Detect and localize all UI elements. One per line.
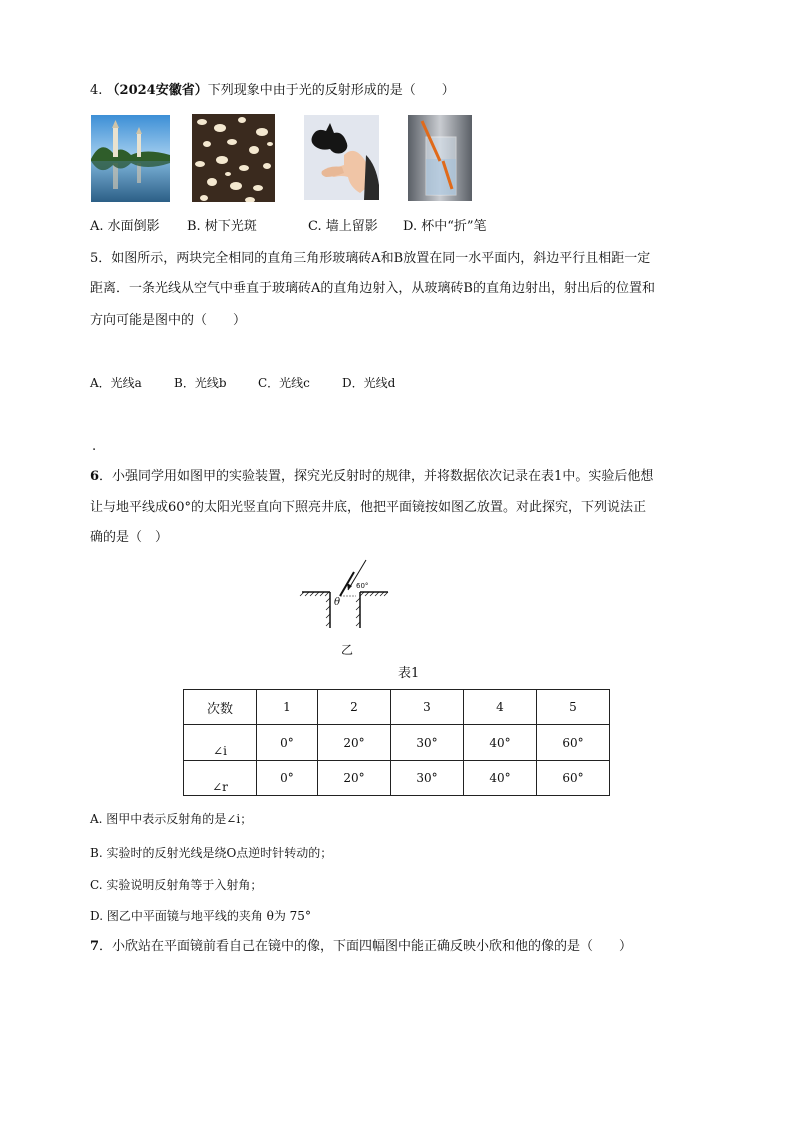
figure-angle-label: 60° <box>356 582 369 590</box>
q6-line-2: 让与地平线成60°的太阳光竖直向下照亮井底，他把平面镜按如图乙放置。对此探究，下列说法正 <box>90 500 647 515</box>
q6-line-3: 确的是（ ） <box>90 530 169 545</box>
table-header-cell: 5 <box>537 690 610 725</box>
q4-stem-text: 下列现象中由于光的反射形成的是（ ） <box>207 83 455 98</box>
q5-line-1: 5．如图所示，两块完全相同的直角三角形玻璃砖A和B放置在同一水平面内，斜边平行且相距一定 <box>90 251 651 266</box>
q6-line-1-text: ．小强同学用如图甲的实验装置，探究光反射时的规律，并将数据依次记录在表1中。实验后他想 <box>99 469 654 484</box>
q4-option-c: C. 墙上留影 <box>308 219 378 234</box>
q5-option-a: A．光线a <box>90 376 142 390</box>
table-header-cell: 1 <box>257 690 318 725</box>
q5-option-c: C．光线c <box>258 376 310 390</box>
photo-light-spots <box>192 114 275 202</box>
table-cell: 30° <box>391 725 464 761</box>
q6-option-b: B. 实验时的反射光线是绕O点逆时针转动的； <box>90 846 333 860</box>
q4-option-d: D. 杯中“折”笔 <box>403 219 487 234</box>
q5-option-d: D．光线d <box>342 376 396 390</box>
table-cell: 30° <box>391 761 464 796</box>
figure-well-mirror <box>296 556 396 636</box>
table-cell: 0° <box>257 761 318 796</box>
table-cell: ∠r <box>184 761 257 796</box>
q4-option-a: A. 水面倒影 <box>90 219 160 234</box>
q6-option-a: A. 图甲中表示反射角的是∠i； <box>90 812 253 826</box>
q6-line-1 <box>90 467 653 487</box>
q6-number: 6 <box>90 469 100 484</box>
q6-option-c: C. 实验说明反射角等于入射角； <box>90 878 263 892</box>
data-table <box>183 689 610 796</box>
q7-number: 7 <box>90 939 100 954</box>
figure-caption: 乙 <box>341 643 354 657</box>
table-header-cell: 次数 <box>184 690 257 725</box>
photo-hand-shadow <box>304 115 379 200</box>
table-cell: 0° <box>257 725 318 761</box>
q7-stem <box>90 937 632 957</box>
table-row <box>184 725 610 761</box>
q4-source: （2024安徽省） <box>106 83 208 98</box>
table-row <box>184 761 610 796</box>
table-header-cell: 2 <box>318 690 391 725</box>
table-header-row <box>184 690 610 725</box>
q5-line-3: 方向可能是图中的（ ） <box>90 313 247 328</box>
table-header-cell: 3 <box>391 690 464 725</box>
table-cell: 20° <box>318 761 391 796</box>
photo-pencil-in-cup <box>408 115 472 201</box>
q5-trailing-dot: . <box>92 439 97 454</box>
table-cell: 40° <box>464 725 537 761</box>
q4-stem <box>90 81 455 101</box>
table-cell: 60° <box>537 725 610 761</box>
photo-water-reflection <box>91 115 170 202</box>
q4-option-b: B. 树下光斑 <box>187 219 257 234</box>
table-cell: 40° <box>464 761 537 796</box>
table-cell: 60° <box>537 761 610 796</box>
q6-option-d: D. 图乙中平面镜与地平线的夹角 θ为 75° <box>90 909 311 923</box>
table-header-cell: 4 <box>464 690 537 725</box>
q4-number: 4. <box>90 83 103 98</box>
q5-line-2: 距离．一条光线从空气中垂直于玻璃砖A的直角边射入，从玻璃砖B的直角边射出，射出后的位置和 <box>90 281 655 296</box>
table-cell: 20° <box>318 725 391 761</box>
q5-option-b: B．光线b <box>174 376 227 390</box>
table-title: 表1 <box>398 666 420 681</box>
q7-stem-text: ．小欣站在平面镜前看自己在镜中的像，下面四幅图中能正确反映小欣和他的像的是（ ） <box>99 939 633 954</box>
figure-theta-label: θ <box>334 597 341 608</box>
table-cell: ∠i <box>184 725 257 761</box>
